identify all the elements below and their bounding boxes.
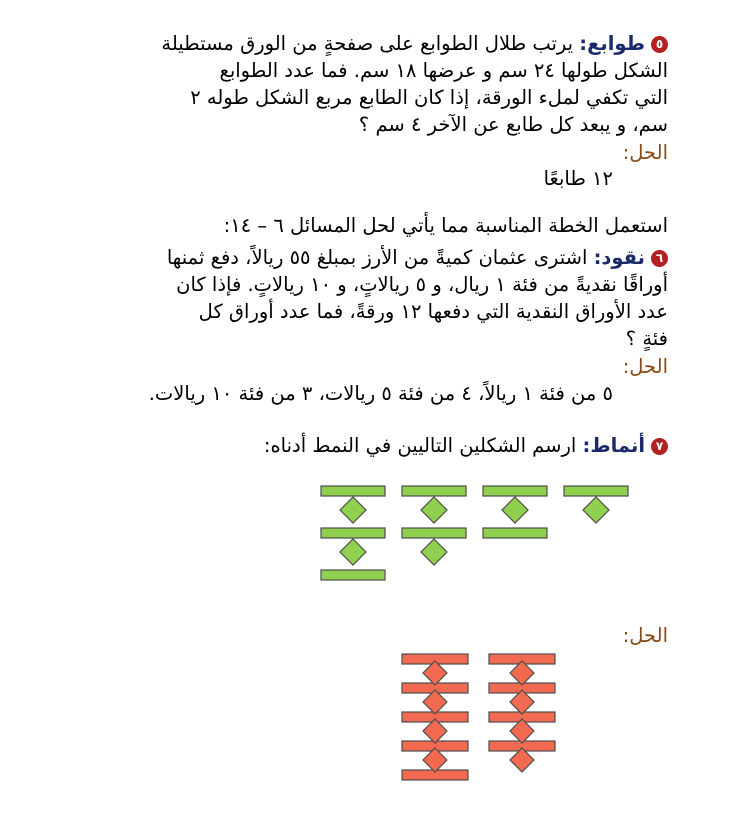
- pattern-diamond: [340, 497, 366, 523]
- pattern-bar: [483, 486, 547, 496]
- problem7-title: أنماط:: [582, 434, 645, 457]
- pattern-diamond: [421, 497, 447, 523]
- pattern-bar: [321, 528, 385, 538]
- problem5-number-badge: ٥: [651, 36, 668, 53]
- problem5-solution-label: الحل:: [622, 141, 668, 164]
- problem6-answer: ٥ من فئة ١ ريالاً، ٤ من فئة ٥ ريالات، ٣ من فئة ١٠ ريالات.: [148, 382, 613, 405]
- pattern-bar: [564, 486, 628, 496]
- problem6-line-3: عدد الأوراق النقدية التي دفعها ١٢ ورقةً، فما عدد أوراق كل: [198, 300, 668, 323]
- problem7-number-badge: ٧: [651, 438, 668, 455]
- problem7-solution-label: الحل:: [622, 624, 668, 647]
- pattern-bar: [321, 570, 385, 580]
- pattern-bar: [402, 486, 466, 496]
- problem5-answer: ١٢ طابعًا: [543, 167, 613, 190]
- pattern-bar: [402, 528, 466, 538]
- problem6-text: اشترى عثمان كميةً من الأرز بمبلغ ٥٥ ريالاً، دفع ثمنها: [166, 246, 594, 269]
- problem6-solution-label: الحل:: [622, 355, 668, 378]
- pattern-diamond: [583, 497, 609, 523]
- problem5-text: يرتب طلال الطوابع على صفحةٍ من الورق مستطيلة: [161, 32, 580, 55]
- answer-pattern: [402, 654, 555, 780]
- problem6-line-4: فئةٍ ؟: [625, 327, 668, 350]
- given-pattern: [321, 486, 628, 580]
- problem6-number-badge: ٦: [651, 250, 668, 267]
- pattern-diamond: [340, 539, 366, 565]
- pattern-bar: [321, 486, 385, 496]
- instruction: استعمل الخطة المناسبة مما يأتي لحل المسائل ٦ – ١٤:: [223, 214, 668, 237]
- problem5-line-2: الشكل طولها ٢٤ سم و عرضها ١٨ سم. فما عدد الطوابع: [219, 59, 668, 82]
- pattern-diamond: [502, 497, 528, 523]
- problem6-title: نقود:: [593, 246, 645, 269]
- problem6-line-2: أوراقًا نقديةً من فئة ١ ريال، و ٥ ريالاتٍ، و ١٠ ريالاتٍ. فإذا كان: [176, 273, 668, 296]
- pattern-bar: [483, 528, 547, 538]
- problem5-title: طوابع:: [579, 32, 645, 55]
- problem5-line-3: التي تكفي لملء الورقة، إذا كان الطابع مربع الشكل طوله ٢: [190, 86, 668, 109]
- problem5-line-4: سم، و يبعد كل طابع عن الآخر ٤ سم ؟: [358, 113, 668, 136]
- problem7-text: ارسم الشكلين التاليين في النمط أدناه:: [263, 434, 583, 457]
- pattern-diamond: [421, 539, 447, 565]
